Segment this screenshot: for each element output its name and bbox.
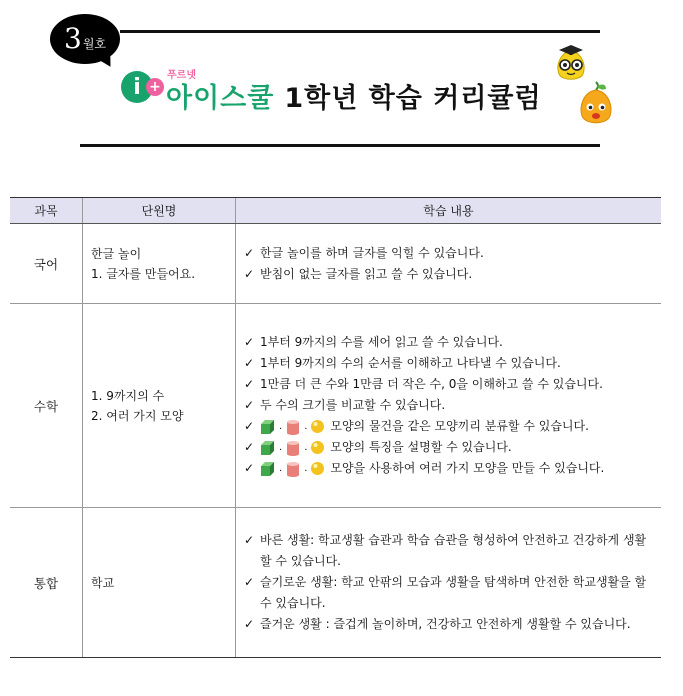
objective-text: . . 모양을 사용하여 여러 가지 모양을 만들 수 있습니다. [260, 458, 604, 479]
check-icon: ✓ [244, 398, 255, 412]
check-icon: ✓ [244, 533, 255, 547]
issue-label [64, 22, 106, 55]
objective-item [244, 572, 655, 614]
objective-item [244, 395, 655, 416]
header-rule-top [120, 30, 600, 33]
unit-name: 1. 9까지의 수 [91, 388, 165, 403]
table-row [10, 508, 661, 658]
subject-cell: 통합 [10, 508, 83, 658]
shape-icons [260, 416, 325, 437]
brand-plus-icon: + [146, 78, 164, 96]
mascot-fruit-icon [576, 80, 616, 126]
check-icon: ✓ [244, 575, 255, 589]
header-content: 학습 내용 [236, 198, 662, 224]
separator-dot: . [279, 463, 283, 474]
check-icon: ✓ [244, 266, 255, 281]
objective-item [244, 264, 655, 285]
sphere-icon [310, 440, 325, 455]
unit-name: 2. 여러 가지 모양 [91, 408, 184, 423]
unit-cell [83, 304, 236, 508]
objective-item [244, 530, 655, 572]
curriculum-table [10, 197, 661, 658]
subject-cell: 국어 [10, 224, 83, 304]
objective-item [244, 416, 655, 437]
separator-dot: . [279, 442, 283, 453]
table-row [10, 224, 661, 304]
unit-name: 한글 놀이 [91, 246, 142, 261]
check-icon: ✓ [244, 419, 255, 433]
unit-cell [83, 224, 236, 304]
sphere-icon [310, 419, 325, 434]
mascot-graduate-icon [553, 44, 589, 82]
unit-name: 학교 [91, 575, 115, 590]
subject-cell: 수학 [10, 304, 83, 508]
shape-icons [260, 458, 325, 479]
check-icon: ✓ [244, 335, 255, 349]
objective-text: 슬기로운 생활: 학교 안팎의 모습과 생활을 탐색하며 안전한 학교생활을 할 수 있습니다. [260, 575, 647, 610]
check-icon: ✓ [244, 461, 255, 475]
cube-icon [260, 419, 276, 435]
check-icon: ✓ [244, 440, 255, 454]
objective-text: 1만큼 더 큰 수와 1만큼 더 작은 수, 0을 이해하고 쓸 수 있습니다. [260, 377, 603, 391]
check-icon: ✓ [244, 356, 255, 370]
brand-small-label: 푸르넷 [167, 70, 196, 81]
table-row [10, 304, 661, 508]
title-brand: 아이스쿨 [166, 83, 275, 114]
objective-item [244, 458, 655, 479]
separator-dot: . [304, 442, 308, 453]
sphere-icon [310, 461, 325, 476]
unit-cell [83, 508, 236, 658]
check-icon: ✓ [244, 617, 255, 631]
content-cell [236, 224, 662, 304]
issue-number: 3 [64, 22, 82, 55]
objective-text: 한글 놀이를 하며 글자를 익힐 수 있습니다. [260, 245, 484, 260]
objective-text: . . 모양의 물건을 같은 모양끼리 분류할 수 있습니다. [260, 416, 589, 437]
content-cell [236, 304, 662, 508]
table-header-row [10, 198, 661, 224]
objective-item [244, 614, 655, 635]
cylinder-icon [285, 461, 301, 477]
check-icon: ✓ [244, 377, 255, 391]
header-subject: 과목 [10, 198, 83, 224]
objective-text: 1부터 9까지의 수를 세어 읽고 쓸 수 있습니다. [260, 335, 503, 349]
separator-dot: . [304, 463, 308, 474]
cube-icon [260, 440, 276, 456]
shape-icons [260, 437, 325, 458]
content-cell [236, 508, 662, 658]
objective-text: 1부터 9까지의 수의 순서를 이해하고 나타낼 수 있습니다. [260, 356, 561, 370]
separator-dot: . [304, 421, 308, 432]
objective-text: 받침이 없는 글자를 읽고 쓸 수 있습니다. [260, 266, 473, 281]
brand-logo-icon: i [121, 71, 153, 103]
header-rule-bottom [80, 144, 600, 147]
objective-text: . . 모양의 특징을 설명할 수 있습니다. [260, 437, 512, 458]
objective-text: 바른 생활: 학교생활 습관과 학습 습관을 형성하여 안전하고 건강하게 생활할 수 있습니다. [260, 533, 647, 568]
header-unit: 단원명 [83, 198, 236, 224]
separator-dot: . [279, 421, 283, 432]
check-icon: ✓ [244, 245, 255, 260]
objective-item [244, 374, 655, 395]
objective-text: 즐거운 생활 : 즐겁게 놀이하며, 건강하고 안전하게 생활할 수 있습니다. [260, 617, 631, 631]
objective-item [244, 353, 655, 374]
objective-item [244, 243, 655, 264]
unit-name: 1. 글자를 만들어요. [91, 266, 196, 281]
issue-unit: 월호 [82, 37, 107, 51]
table-body [10, 224, 661, 658]
cube-icon [260, 461, 276, 477]
objective-item [244, 437, 655, 458]
objective-text: 두 수의 크기를 비교할 수 있습니다. [260, 398, 446, 412]
objective-item [244, 332, 655, 353]
title-text: 1학년 학습 커리큘럼 [284, 83, 542, 114]
cylinder-icon [285, 419, 301, 435]
cylinder-icon [285, 440, 301, 456]
page-title [166, 76, 542, 115]
